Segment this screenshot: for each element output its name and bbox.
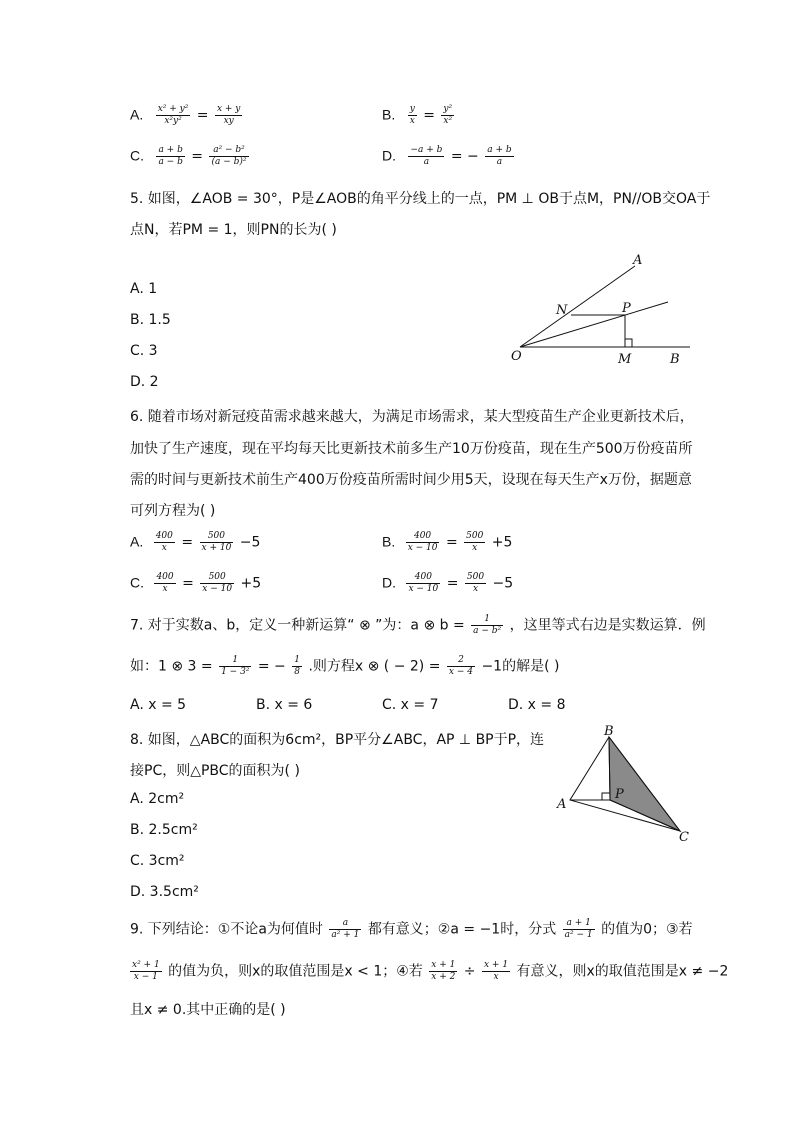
q7-option-c: C. x = 7 <box>382 697 439 713</box>
numerator: 2 <box>447 655 475 667</box>
q6-option-b <box>382 531 512 554</box>
denominator: x²y² <box>164 116 182 126</box>
denominator: a − b <box>158 157 183 167</box>
tail: −5 <box>492 575 514 592</box>
q6-stem-line4: 可列方程为( ) <box>130 503 216 519</box>
denominator: a − b² <box>473 626 502 636</box>
numerator: a + b <box>487 145 512 155</box>
fraction <box>408 104 417 127</box>
numerator: 400 <box>406 572 440 584</box>
q8-option-d: D. 3.5cm² <box>130 884 199 900</box>
text: ÷ <box>463 963 476 980</box>
tail: +5 <box>491 534 513 551</box>
equals: = <box>182 575 194 592</box>
ray-oa <box>520 266 635 347</box>
q5-option-b: B. 1.5 <box>130 312 171 328</box>
numerator: 400 <box>406 531 440 543</box>
q8-option-a: A. 2cm² <box>130 791 185 807</box>
label-n: N <box>556 303 568 318</box>
q5-option-a: A. 1 <box>130 281 158 297</box>
option-label: B. <box>382 106 396 123</box>
q4-option-d <box>382 145 516 168</box>
equals: = <box>196 107 209 124</box>
fraction <box>441 104 454 127</box>
text: 有意义，则x的取值范围是x ≠ −2 <box>516 963 729 980</box>
q6-stem-line3: 需的时间与更新技术前生产400万份疫苗所需时间少用5天，设现在每天生产x万份，据题意 <box>130 472 692 488</box>
denominator: x − 10 <box>408 584 439 594</box>
label-p: P <box>615 787 624 802</box>
text: 9. 下列结论：①不论a为何值时 <box>130 921 323 938</box>
fraction <box>464 531 485 554</box>
option-label: D. <box>382 147 396 164</box>
q9-stem-line3: 且x ≠ 0.其中正确的是( ) <box>130 1002 286 1018</box>
q5-figure-angle-diagram <box>505 250 700 370</box>
text: 的值为0；③若 <box>601 921 693 938</box>
option-label: D. <box>382 574 396 591</box>
denominator: x² <box>443 116 453 126</box>
text: ，这里等式右边是实数运算．例 <box>509 617 706 634</box>
option-label: A. <box>130 533 144 550</box>
numerator: 500 <box>466 531 484 541</box>
numerator: 500 <box>466 572 485 582</box>
fraction <box>563 918 595 941</box>
numerator: 500 <box>200 531 234 543</box>
numerator: x + 1 <box>483 960 509 970</box>
denominator: x + 2 <box>431 972 456 982</box>
denominator: x <box>409 116 415 126</box>
text: = − <box>257 658 286 675</box>
q8-option-b: B. 2.5cm² <box>130 822 198 838</box>
fraction <box>200 572 234 595</box>
q5-stem-line1: 5. 如图，∠AOB = 30°，P是∠AOB的角平分线上的一点，PM ⊥ OB于点M，PN//OB交OA于 <box>130 191 711 207</box>
numerator: x² + y² <box>157 104 189 114</box>
text: 如：1 ⊗ 3 = <box>130 658 213 675</box>
denominator: x − 10 <box>202 584 233 594</box>
fraction <box>209 145 248 168</box>
numerator: 500 <box>200 572 234 584</box>
label-o: O <box>511 349 522 364</box>
denominator: x <box>493 972 499 982</box>
numerator: y² <box>443 104 453 114</box>
option-label: B. <box>382 533 396 550</box>
q9-stem-line1 <box>130 918 693 941</box>
fraction <box>465 572 486 595</box>
equals: = <box>191 148 204 165</box>
numerator: y <box>409 104 415 114</box>
denominator: x <box>162 584 168 594</box>
fraction <box>154 531 175 554</box>
tail: −5 <box>239 534 261 551</box>
equals: = <box>445 534 458 551</box>
fraction <box>156 104 191 127</box>
denominator: a <box>496 157 503 167</box>
label-p: P <box>622 301 631 316</box>
fraction <box>406 572 440 595</box>
numerator: 1 <box>294 655 300 665</box>
denominator: xy <box>223 116 234 126</box>
text: 都有意义；②a = −1时，分式 <box>367 921 557 938</box>
right-angle-mark <box>625 339 632 347</box>
fraction <box>292 655 302 678</box>
q8-option-c: C. 3cm² <box>130 853 185 869</box>
option-label: C. <box>130 574 144 591</box>
denominator: x <box>161 543 167 553</box>
text: .则方程x ⊗ ( − 2) = <box>308 658 441 675</box>
q6-stem-line2: 加快了生产速度，现在平均每天比更新技术前多生产10万份疫苗，现在生产500万份疫苗所 <box>130 441 693 457</box>
label-a: A <box>557 797 567 812</box>
fraction <box>156 145 184 168</box>
label-b: B <box>670 352 680 367</box>
angle-bisector <box>520 302 668 347</box>
fraction <box>471 614 503 637</box>
denominator: a² + 1 <box>331 930 360 940</box>
q7-option-d: D. x = 8 <box>508 697 566 713</box>
numerator: 1 <box>471 614 503 626</box>
numerator: a² − b² <box>209 145 248 157</box>
q7-stem-line1 <box>130 614 706 637</box>
text: −1的解是( ) <box>481 658 560 675</box>
numerator: x² + 1 <box>132 960 160 970</box>
q7-option-b: B. x = 6 <box>256 697 313 713</box>
q6-option-a <box>130 531 260 554</box>
fraction <box>200 531 234 554</box>
numerator: 1 <box>219 655 251 667</box>
q5-stem-line2: 点N，若PM = 1，则PN的长为( ) <box>130 222 337 238</box>
label-c: C <box>679 830 689 845</box>
q7-stem-line2 <box>130 655 559 678</box>
fraction <box>447 655 475 678</box>
numerator: x + y <box>216 104 241 114</box>
equals: = <box>446 575 459 592</box>
denominator: x + 10 <box>201 543 232 553</box>
numerator: a + b <box>158 145 183 155</box>
equals: = − <box>450 148 479 165</box>
numerator: a + 1 <box>563 918 595 930</box>
q7-option-a: A. x = 5 <box>130 697 187 713</box>
q4-option-c <box>130 145 251 168</box>
option-label: C. <box>130 147 144 164</box>
fraction <box>482 960 510 983</box>
denominator: x − 4 <box>448 667 473 677</box>
label-m: M <box>618 352 632 367</box>
label-b: B <box>604 725 614 739</box>
q5-option-d: D. 2 <box>130 374 159 390</box>
fraction <box>429 960 457 983</box>
equals: = <box>181 534 194 551</box>
numerator: −a + b <box>410 145 443 155</box>
fraction <box>485 145 513 168</box>
q4-option-a <box>130 104 244 127</box>
q9-stem-line2 <box>130 960 728 983</box>
denominator: x − 10 <box>407 543 438 553</box>
label-a: A <box>633 253 643 268</box>
fraction <box>329 918 361 941</box>
numerator: x + 1 <box>431 960 456 970</box>
denominator: (a − b)² <box>211 157 247 167</box>
fraction <box>154 572 175 595</box>
denominator: 1 − 3² <box>221 667 250 677</box>
q6-stem-line1: 6. 随着市场对新冠疫苗需求越来越大，为满足市场需求，某大型疫苗生产企业更新技术后， <box>130 409 694 425</box>
right-angle-mark <box>602 793 610 800</box>
q8-figure-triangle-diagram <box>550 725 695 845</box>
fraction <box>219 655 251 678</box>
denominator: x − 1 <box>133 972 158 982</box>
denominator: a <box>423 157 430 167</box>
fraction <box>130 960 162 983</box>
q6-option-d <box>382 572 513 595</box>
text: 的值为负，则x的取值范围是x < 1；④若 <box>168 963 423 980</box>
q8-stem-line1: 8. 如图，△ABC的面积为6cm²，BP平分∠ABC，AP ⊥ BP于P，连 <box>130 732 545 748</box>
q5-option-c: C. 3 <box>130 343 158 359</box>
numerator: 400 <box>155 531 173 541</box>
denominator: 8 <box>294 667 300 677</box>
numerator: a <box>329 918 361 930</box>
denominator: x <box>472 543 478 553</box>
q4-option-b <box>382 104 456 127</box>
fraction <box>406 531 440 554</box>
fraction <box>408 145 444 168</box>
fraction <box>215 104 242 127</box>
denominator: a² − 1 <box>564 930 593 940</box>
option-label: A. <box>130 106 144 123</box>
q8-stem-line2: 接PC，则△PBC的面积为( ) <box>130 763 300 779</box>
equals: = <box>423 107 435 124</box>
q6-option-c <box>130 572 261 595</box>
denominator: x <box>472 584 479 594</box>
tail: +5 <box>240 575 262 592</box>
text: 7. 对于实数a、b，定义一种新运算“ ⊗ ”为：a ⊗ b = <box>130 617 465 634</box>
numerator: 400 <box>156 572 174 582</box>
